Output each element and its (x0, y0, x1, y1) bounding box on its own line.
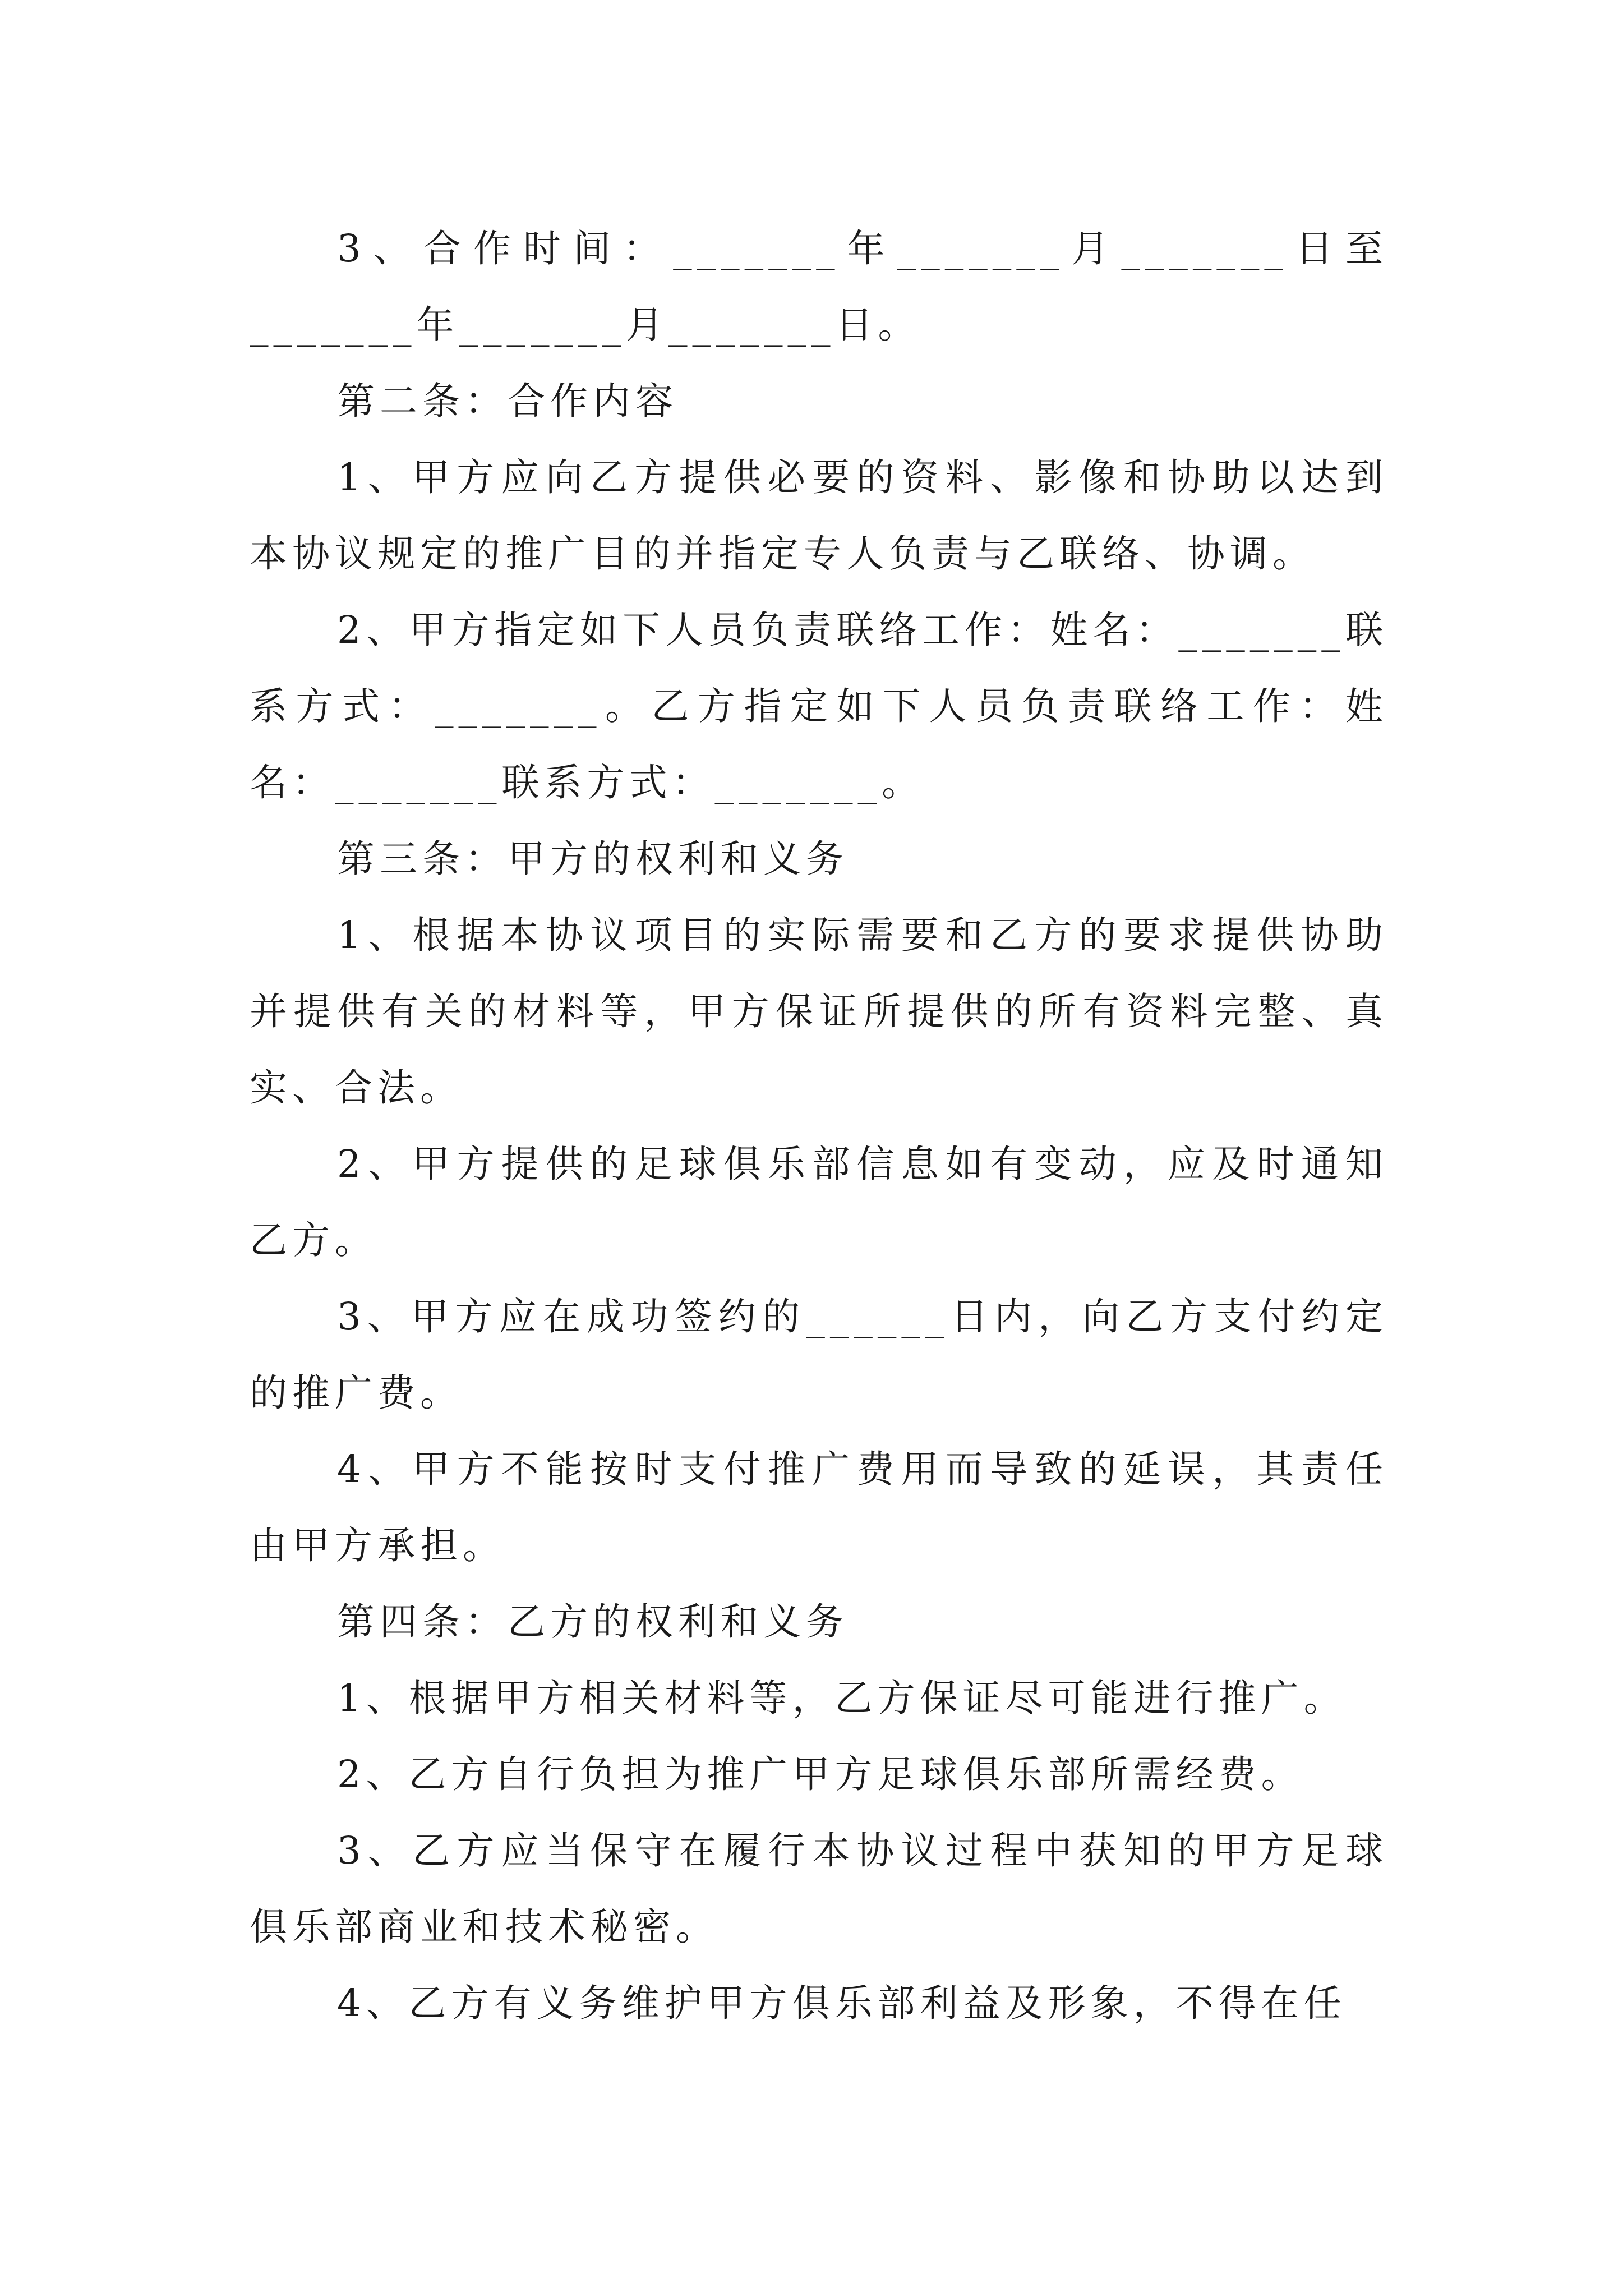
article-2-heading: 第二条：合作内容 (337, 379, 678, 423)
article-4-item-4: 4、乙方有义务维护甲方俱乐部利益及形象，不得在任 (337, 1981, 1347, 2025)
clause-cooperation-period: 3、合作时间：_______年_______月_______日至_______年_______月_______日。 (250, 227, 1388, 347)
article-3-item-4: 4、甲方不能按时支付推广费用而导致的延误，其责任由甲方承担。 (250, 1447, 1388, 1567)
article-3-item-1: 1、根据本协议项目的实际需要和乙方的要求提供协助并提供有关的材料等，甲方保证所提供的所有资料完整、真实、合法。 (250, 913, 1388, 1110)
article-2-item-2: 2、甲方指定如下人员负责联络工作：姓名：_______联系方式：_______。乙方指定如下人员负责联络工作：姓名：_______联系方式：_______。 (250, 608, 1388, 804)
article-2-item-1: 1、甲方应向乙方提供必要的资料、影像和协助以达到本协议规定的推广目的并指定专人负责与乙联络、协调。 (250, 455, 1388, 576)
article-3-item-3: 3、甲方应在成功签约的______日内，向乙方支付约定的推广费。 (250, 1295, 1388, 1415)
article-4-item-1: 1、根据甲方相关材料等，乙方保证尽可能进行推广。 (337, 1676, 1347, 1720)
document-body (250, 210, 1388, 2041)
article-3-item-2: 2、甲方提供的足球俱乐部信息如有变动，应及时通知乙方。 (250, 1142, 1388, 1262)
article-4-heading: 第四条：乙方的权利和义务 (337, 1600, 849, 1644)
article-4-item-3: 3、乙方应当保守在履行本协议过程中获知的甲方足球俱乐部商业和技术秘密。 (250, 1829, 1388, 1949)
article-4-item-2: 2、乙方自行负担为推广甲方足球俱乐部所需经费。 (337, 1752, 1304, 1796)
article-3-heading: 第三条：甲方的权利和义务 (337, 837, 849, 881)
